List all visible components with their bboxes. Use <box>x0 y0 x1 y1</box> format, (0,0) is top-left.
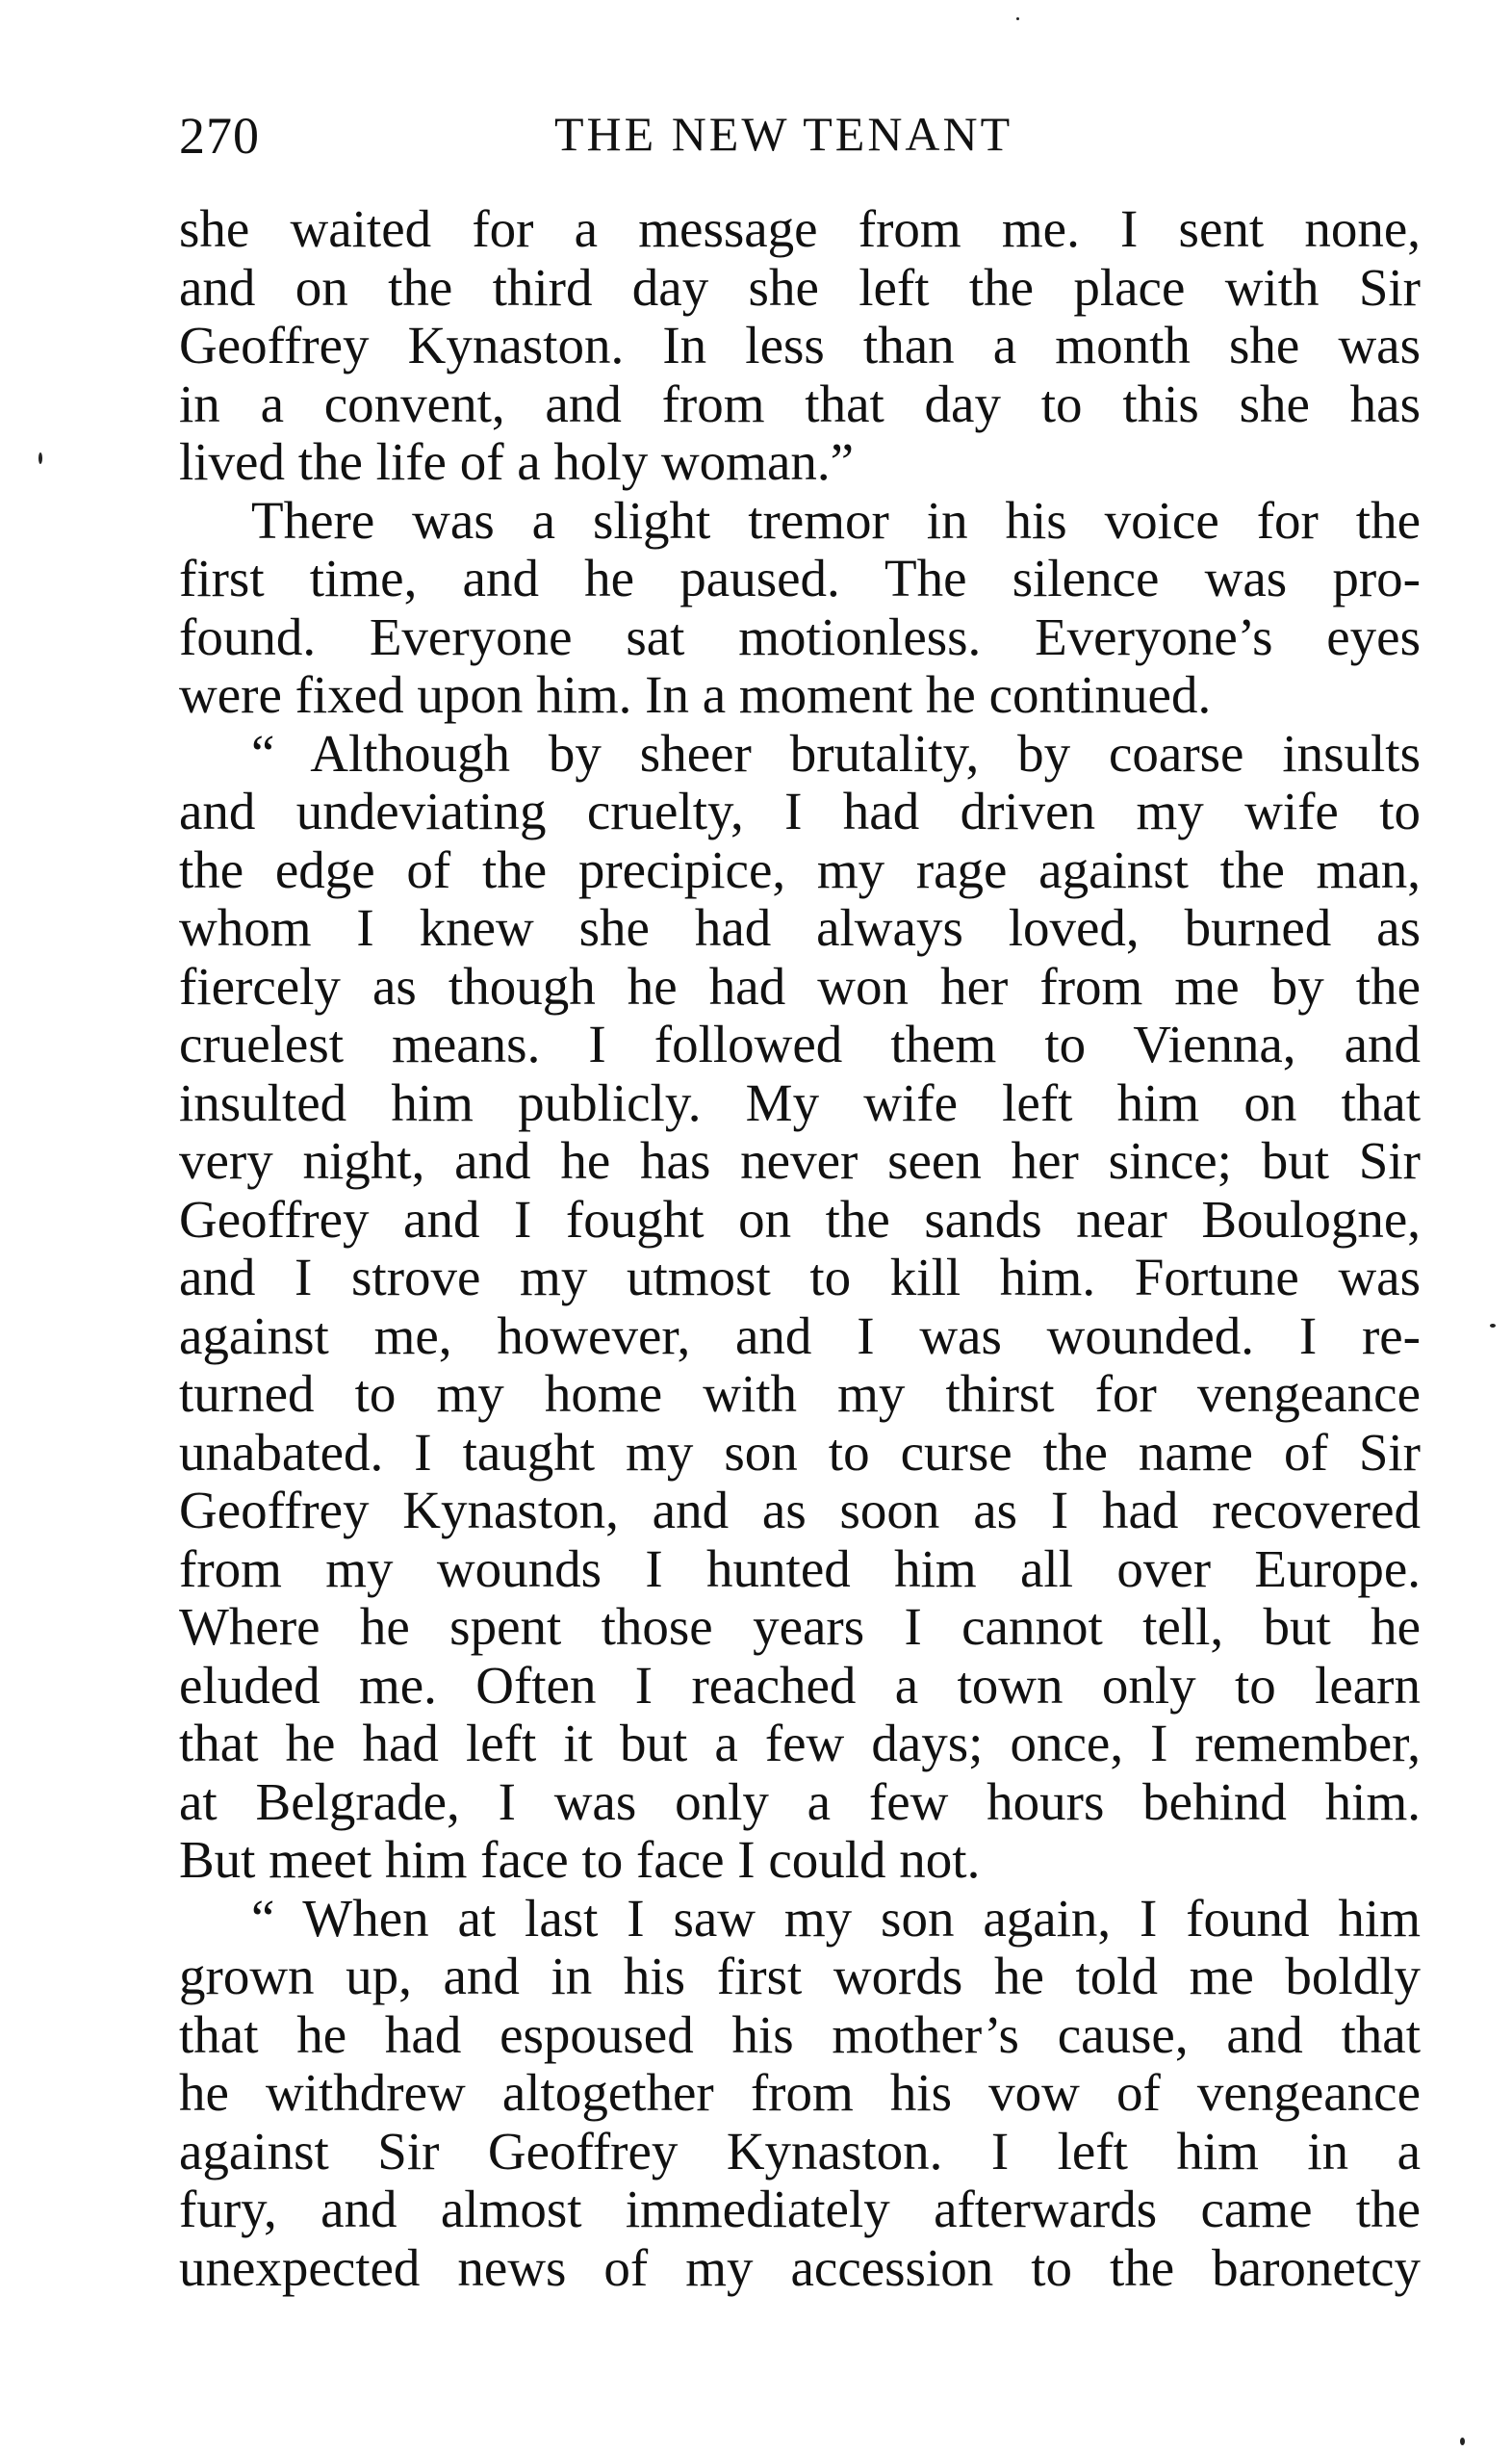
page-header <box>179 96 1421 173</box>
text-line: But meet him face to face I could not. <box>179 1830 981 1889</box>
text-line: unexpected news of my accession to the baronetcy <box>179 2237 1421 2297</box>
text-line: the edge of the precipice, my rage against the man, <box>179 839 1421 899</box>
text-line: “ When at last I saw my son again, I found him <box>251 1888 1421 1948</box>
text-line: against me, however, and I was wounded. I re- <box>179 1305 1421 1365</box>
text-line: and I strove my utmost to kill him. Fortune was <box>179 1248 1421 1306</box>
text-line: cruelest means. I followed them to Vienna, and <box>179 1015 1421 1073</box>
text-line: insulted him publicly. My wife left him on that <box>179 1072 1421 1132</box>
text-line: at Belgrade, I was only a few hours behind him. <box>179 1771 1421 1831</box>
text-line: she waited for a message from me. I sent none, <box>179 199 1421 258</box>
text-line: that he had espoused his mother’s cause, and that <box>179 2004 1421 2064</box>
text-line: grown up, and in his first words he told me boldly <box>179 1947 1421 2005</box>
text-line: very night, and he has never seen her since; but Sir <box>179 1131 1421 1190</box>
text-line: Geoffrey Kynaston, and as soon as I had recovered <box>179 1481 1421 1539</box>
text-line: unabated. I taught my son to curse the name of Sir <box>179 1422 1421 1482</box>
body-text <box>179 200 1421 2297</box>
text-line: against Sir Geoffrey Kynaston. I left him in a <box>179 2121 1421 2181</box>
page-number: 270 <box>179 107 260 165</box>
scan-speck <box>1460 2438 1465 2445</box>
text-line: eluded me. Often I reached a town only to learn <box>179 1655 1421 1715</box>
text-line: that he had left it but a few days; once, I remember, <box>179 1714 1421 1772</box>
text-line: Geoffrey Kynaston. In less than a month she was <box>179 316 1421 374</box>
text-line: fury, and almost immediately afterwards came the <box>179 2180 1421 2238</box>
text-line: fiercely as though he had won her from me by the <box>179 956 1421 1016</box>
text-line: There was a slight tremor in his voice for the <box>251 490 1421 550</box>
text-line: and undeviating cruelty, I had driven my wife to <box>179 782 1421 840</box>
text-line: and on the third day she left the place with Sir <box>179 257 1421 317</box>
text-line: whom I knew she had always loved, burned as <box>179 898 1421 957</box>
scan-speck <box>38 452 42 464</box>
running-head: THE NEW TENANT <box>554 107 1013 161</box>
scan-speck <box>1016 17 1019 20</box>
text-line: found. Everyone sat motionless. Everyone’s eyes <box>179 607 1421 666</box>
text-line: Where he spent those years I cannot tell, but he <box>179 1597 1421 1656</box>
text-line: in a convent, and from that day to this she has <box>179 374 1421 433</box>
text-line: lived the life of a holy woman.” <box>179 432 855 491</box>
text-line: “ Although by sheer brutality, by coarse insults <box>251 723 1421 783</box>
text-line: first time, and he paused. The silence was pro- <box>179 549 1421 607</box>
text-line: from my wounds I hunted him all over Europe. <box>179 1538 1421 1598</box>
scan-speck <box>1490 1324 1496 1328</box>
text-line: Geoffrey and I fought on the sands near Boulogne, <box>179 1189 1421 1249</box>
text-line: he withdrew altogether from his vow of vengeance <box>179 2063 1421 2122</box>
text-line: turned to my home with my thirst for vengeance <box>179 1364 1421 1423</box>
text-line: were fixed upon him. In a moment he continued. <box>179 665 1212 724</box>
